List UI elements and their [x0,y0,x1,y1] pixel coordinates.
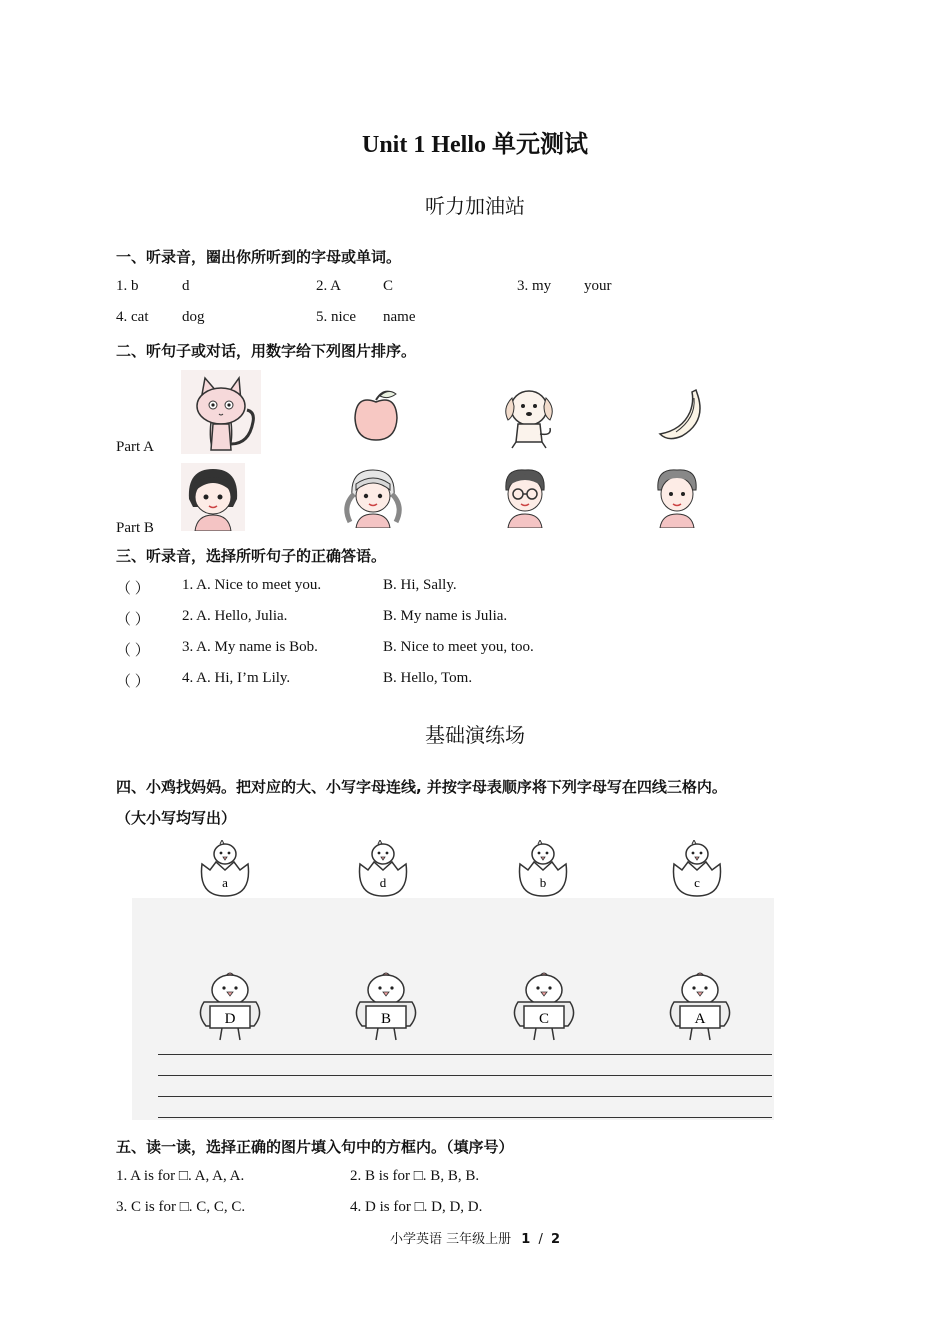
footer-separator: / [538,1232,543,1247]
q3-item-3-b: B. Nice to meet you, too. [383,639,534,655]
q5-item-3: 3. C is for □. C, C, C. [116,1199,246,1215]
grid-line [158,1117,772,1118]
apple-picture [352,386,400,444]
hen-card-A [666,970,734,1044]
q3-item-4-a: 4. A. Hi, I’m Lily. [182,670,291,686]
chick-egg-d [356,840,410,900]
part-b-label: Part B [116,520,154,536]
q1-item-3-a: 3. my [517,278,552,294]
q1-item-1-b: d [182,278,190,294]
q1-item-3-b: your [584,278,612,294]
hen-letter: C [538,1011,550,1027]
q3-item-4-b: B. Hello, Tom. [383,670,473,686]
question-4-note: （大小写均写出） [116,809,237,827]
hen-card-D [196,970,264,1044]
grid-line [158,1054,772,1075]
q3-item-2-a: 2. A. Hello, Julia. [182,608,288,624]
chick-egg-b [516,840,570,900]
chick-egg-c [670,840,724,900]
q5-item-1: 1. A is for □. A, A, A. [116,1168,245,1184]
q1-item-2-b: C [383,278,394,294]
q1-item-4-b: dog [182,309,205,325]
q5-item-2: 2. B is for □. B, B, B. [350,1168,480,1184]
four-line-writing-grid[interactable] [158,1054,772,1118]
question-3-title: 三、听录音，选择所听句子的正确答语。 [116,547,387,565]
girl-picture-1 [181,463,245,531]
question-4-title: 四、小鸡找妈妈。把对应的大、小写字母连线, 并按字母表顺序将下列字母写在四线三格内。 [116,778,727,796]
hen-letter: B [380,1011,392,1027]
q1-item-1-a: 1. b [116,278,139,294]
chick-letter: a [222,875,228,890]
q3-item-1-b: B. Hi, Sally. [383,577,457,593]
hen-card-B [352,970,420,1044]
section-heading-basics: 基础演练场 [425,725,525,747]
section-heading-listening: 听力加油站 [425,196,525,218]
boy-with-glasses-picture [496,466,554,528]
grid-line [158,1075,772,1096]
footer-total-pages: 2 [550,1232,561,1247]
chick-letter: d [379,875,387,890]
footer-label: 小学英语 三年级上册 [389,1232,512,1247]
q3-item-1-a: 1. A. Nice to meet you. [182,577,322,593]
question-5-title: 五、读一读，选择正确的图片填入句中的方框内。（填序号） [116,1138,514,1156]
cat-picture [181,370,261,454]
footer-page-number: 1 [521,1232,531,1247]
chick-egg-a [198,840,252,900]
page-title: Unit 1 Hello 单元测试 [362,132,588,158]
boy-picture [650,466,704,528]
hen-letter: D [224,1011,236,1027]
dog-picture [500,386,558,450]
q1-item-5-a: 5. nice [316,309,356,325]
chick-letter: c [694,875,700,890]
q3-item-2-b: B. My name is Julia. [383,608,508,624]
question-2-title: 二、听句子或对话，用数字给下列图片排序。 [116,342,417,360]
grid-line [158,1096,772,1117]
q1-item-2-a: 2. A [316,278,342,294]
hen-card-C [510,970,578,1044]
q1-item-5-b: name [383,309,416,325]
answer-paren[interactable]: （ ） [116,674,150,690]
question-1-title: 一、听录音，圈出你所听到的字母或单词。 [116,248,402,266]
hen-letter: A [694,1011,706,1027]
answer-paren[interactable]: （ ） [116,581,150,597]
q3-item-3-a: 3. A. My name is Bob. [182,639,318,655]
page-footer [0,1228,950,1247]
q1-item-4-a: 4. cat [116,309,149,325]
part-a-label: Part A [116,439,154,455]
banana-picture [656,388,706,442]
answer-paren[interactable]: （ ） [116,612,150,628]
q5-item-4: 4. D is for □. D, D, D. [350,1199,483,1215]
girl-picture-2 [340,466,406,528]
chick-letter: b [539,875,547,890]
answer-paren[interactable]: （ ） [116,643,150,659]
